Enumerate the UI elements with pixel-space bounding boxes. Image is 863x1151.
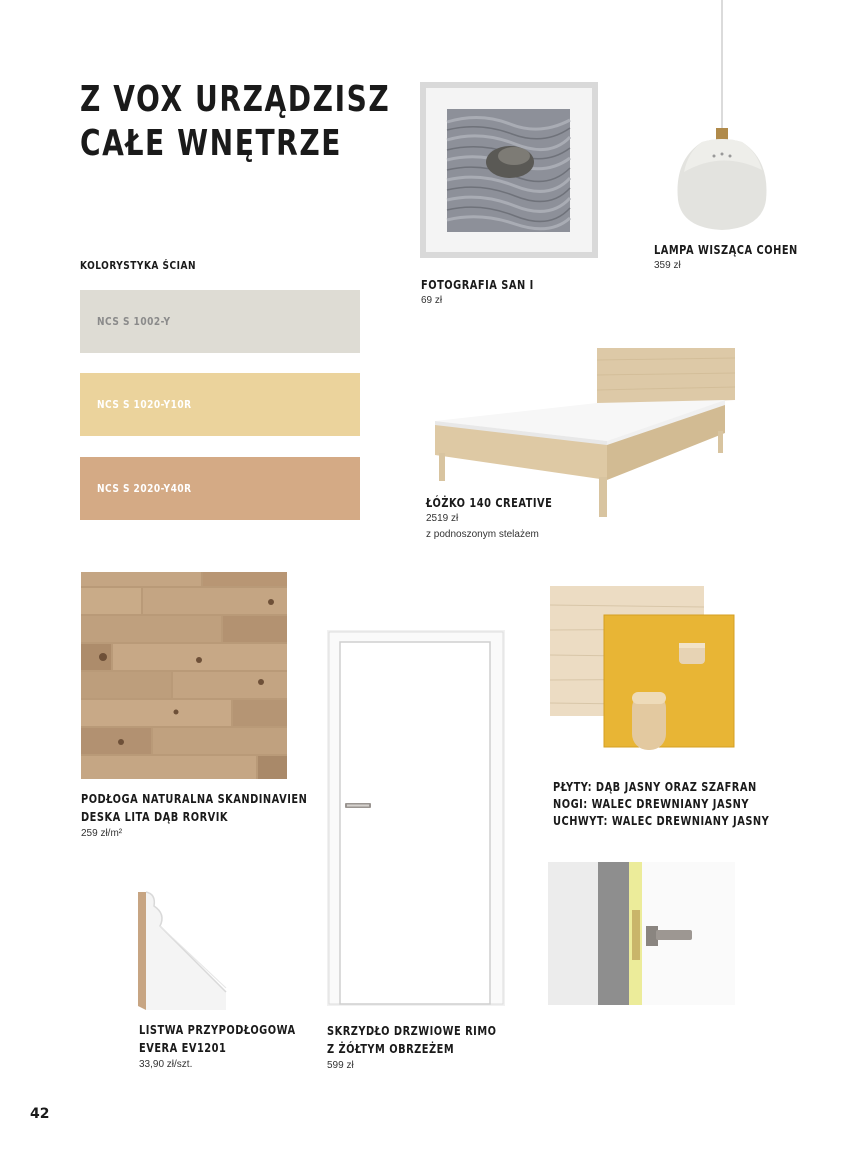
swatch-2-label: NCS S 1020-Y10R (97, 398, 192, 411)
swatch-3-label: NCS S 2020-Y40R (97, 482, 192, 495)
skirting-price: 33,90 zł/szt. (139, 1059, 193, 1070)
swatch-2 (80, 373, 360, 436)
bed-note: z podnoszonym stelażem (426, 529, 539, 540)
photo-frame-image (420, 82, 598, 258)
boards-line3: UCHWYT: WALEC DREWNIANY JASNY (553, 814, 770, 828)
page-number: 42 (30, 1106, 50, 1122)
photo-price: 69 zł (421, 295, 443, 306)
boards-line2: NOGI: WALEC DREWNIANY JASNY (553, 797, 749, 811)
floor-name-line1: PODŁOGA NATURALNA SKANDINAVIEN (81, 792, 308, 806)
lamp-name: LAMPA WISZĄCA COHEN (654, 243, 798, 257)
skirting-name-line2: EVERA EV1201 (139, 1041, 227, 1055)
page-title-line2: CAŁE WNĘTRZE (80, 123, 343, 164)
door-name-line2: Z ŻÓŁTYM OBRZEŻEM (327, 1042, 455, 1056)
door-image (327, 630, 505, 1006)
bed-price: 2519 zł (426, 513, 459, 524)
lamp-price: 359 zł (654, 260, 681, 271)
skirting-board-image (136, 888, 228, 1014)
boards-samples-image (548, 585, 740, 750)
page-title-line1: Z VOX URZĄDZISZ (80, 79, 391, 120)
pendant-lamp-image (662, 0, 774, 240)
photo-name: FOTOGRAFIA SAN I (421, 278, 534, 292)
boards-line1: PŁYTY: DĄB JASNY ORAZ SZAFRAN (553, 780, 757, 794)
swatch-1 (80, 290, 360, 353)
door-price: 599 zł (327, 1060, 354, 1071)
swatch-3 (80, 457, 360, 520)
door-edge-detail-image (548, 862, 735, 1005)
wood-floor-image (81, 572, 287, 779)
page-title (80, 78, 390, 166)
bed-name: ŁÓŻKO 140 CREATIVE (426, 496, 553, 510)
skirting-name-line1: LISTWA PRZYPODŁOGOWA (139, 1023, 296, 1037)
floor-name-line2: DESKA LITA DĄB RORVIK (81, 810, 229, 824)
floor-price: 259 zł/m² (81, 828, 123, 839)
wall-colors-heading: KOLORYSTYKA ŚCIAN (80, 259, 196, 272)
door-name-line1: SKRZYDŁO DRZWIOWE RIMO (327, 1024, 497, 1038)
swatch-1-label: NCS S 1002-Y (97, 315, 171, 328)
